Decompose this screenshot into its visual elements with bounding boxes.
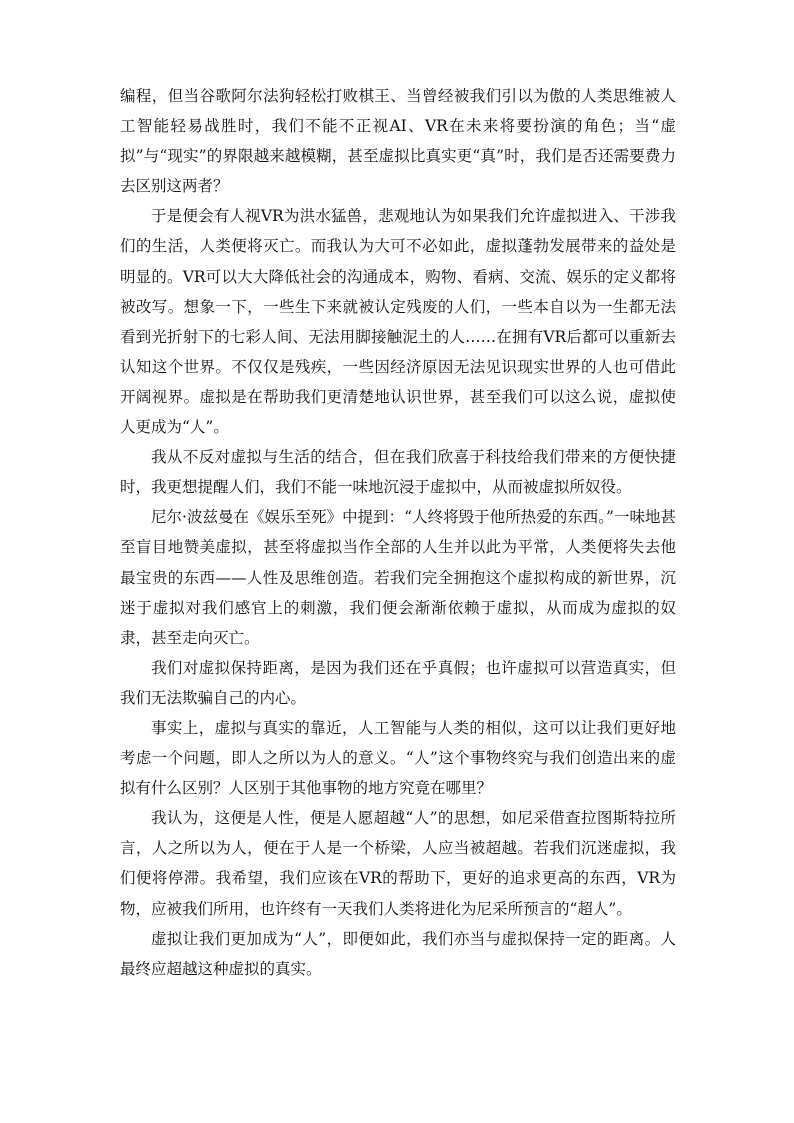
- paragraph-5: 我们对虚拟保持距离，是因为我们还在乎真假；也许虚拟可以营造真实，但我们无法欺骗自己的内心。: [120, 658, 676, 707]
- document-body: [120, 81, 676, 984]
- paragraph-1: 编程，但当谷歌阿尔法狗轻松打败棋王、当曾经被我们引以为傲的人类思维被人工智能轻易战胜时，我们不能不正视AI、VR在未来将要扮演的角色；当“虚拟”与“现实”的界限越来越模糊，甚至虚拟比真实更“真”时，我们是否还需要费力去区别这两者？: [120, 87, 676, 196]
- paragraph-3: 我从不反对虚拟与生活的结合，但在我们欣喜于科技给我们带来的方便快捷时，我更想提醒人们，我们不能一味地沉浸于虚拟中，从而被虚拟所奴役。: [120, 448, 676, 497]
- paragraph-7: 我认为，这便是人性，便是人愿超越“人”的思想，如尼采借查拉图斯特拉所言，人之所以为人，便在于人是一个桥梁，人应当被超越。若我们沉迷虚拟，我们便将停滞。我希望，我们应该在VR的帮助下，更好的追求更高的东西，VR为物，应被我们所用，也许终有一天我们人类将进化为尼采所预言的“超人”。: [120, 809, 676, 918]
- paragraph-8: 虚拟让我们更加成为“人”，即便如此，我们亦当与虚拟保持一定的距离。人最终应超越这种虚拟的真实。: [120, 929, 676, 978]
- paragraph-2: 于是便会有人视VR为洪水猛兽，悲观地认为如果我们允许虚拟进入、干涉我们的生活，人类便将灭亡。而我认为大可不必如此，虚拟蓬勃发展带来的益处是明显的。VR可以大大降低社会的沟通成本，购物、看病、交流、娱乐的定义都将被改写。想象一下，一些生下来就被认定残废的人们，一些本自以为一生都无法看到光折射下的七彩人间、无法用脚接触泥土的人……在拥有VR后都可以重新去认知这个世界。不仅仅是残疾，一些因经济原因无法见识现实世界的人也可借此开阔视界。虚拟是在帮助我们更清楚地认识世界，甚至我们可以这么说，虚拟使人更成为“人”。: [120, 207, 676, 437]
- paragraph-4: 尼尔·波兹曼在《娱乐至死》中提到：“人终将毁于他所热爱的东西。”一味地甚至盲目地赞美虚拟，甚至将虚拟当作全部的人生并以此为平常，人类便将失去他最宝贵的东西——人性及思维创造。若我们完全拥抱这个虚拟构成的新世界，沉迷于虚拟对我们感官上的刺激，我们便会渐渐依赖于虚拟，从而成为虚拟的奴隶，甚至走向灭亡。: [120, 508, 676, 647]
- paragraph-6: 事实上，虚拟与真实的靠近，人工智能与人类的相似，这可以让我们更好地考虑一个问题，即人之所以为人的意义。“人”这个事物终究与我们创造出来的虚拟有什么区别？人区别于其他事物的地方究竟在哪里？: [120, 718, 676, 798]
